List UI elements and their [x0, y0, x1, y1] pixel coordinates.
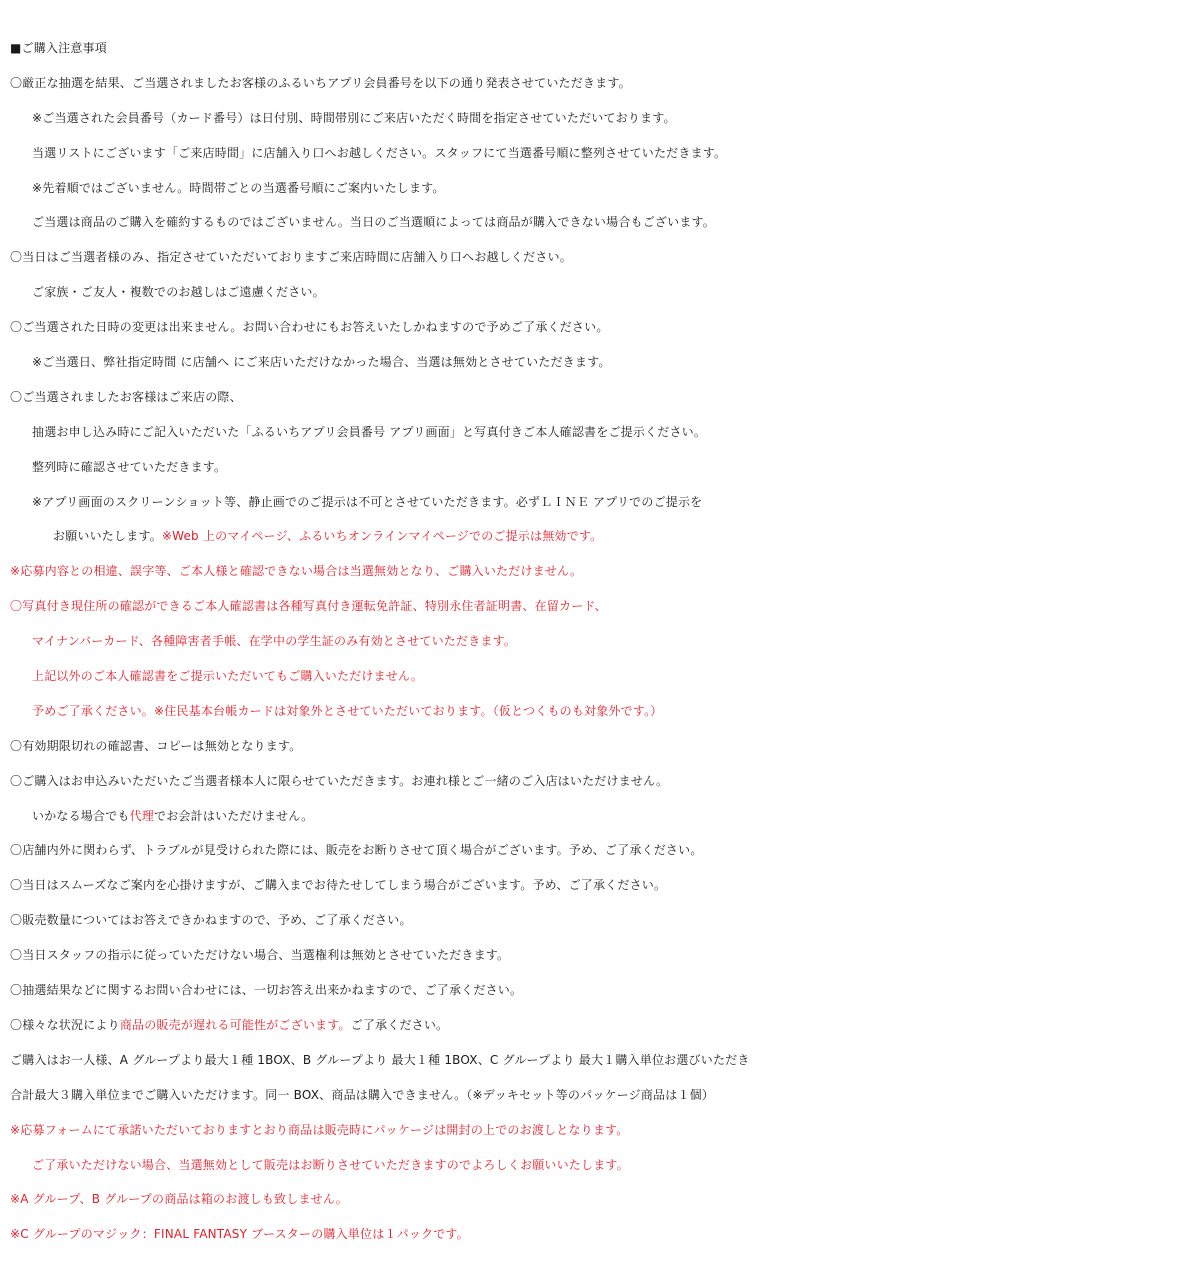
notice-text-segment: 抽選お申し込み時にご記入いただいた「ふるいちアプリ会員番号 アプリ画面」と写真付きご本人確認書をご提示ください。 — [32, 424, 707, 439]
notice-line — [0, 1043, 1190, 1078]
notice-line — [0, 240, 1190, 275]
notice-text-segment: ご了承いただけない場合、当選無効として販売はお断りさせていただきますのでよろしくお願いいたします。 — [32, 1157, 629, 1172]
notice-line — [0, 380, 1190, 415]
notice-line — [0, 938, 1190, 973]
notice-text-segment: 商品の販売が遅れる可能性がございます。 — [119, 1017, 351, 1032]
notice-line — [0, 31, 1190, 66]
notice-line — [0, 833, 1190, 868]
notice-text-segment: 上記以外のご本人確認書をご提示いただいてもご購入いただけません。 — [32, 669, 424, 684]
notice-text-segment: いかなる場合でも — [32, 808, 130, 823]
notice-text-segment: 〇ご当選されましたお客様はご来店の際、 — [10, 389, 242, 404]
notice-text-segment: ※応募内容との相違、誤字等、ご本人様と確認できない場合は当選無効となり、ご購入いただけません。 — [10, 564, 583, 579]
notice-line — [0, 624, 1190, 659]
notice-text-segment: ※ご当選された会員番号（カード番号）は日付別、時間帯別にご来店いただく時間を指定させていただいております。 — [32, 110, 676, 125]
notice-text-segment: お願いいたします。 — [53, 529, 162, 544]
notice-text-segment: 〇ご当選された日時の変更は出来ません。お問い合わせにもお答えいたしかねますので予めご了承ください。 — [10, 320, 609, 335]
notice-text-segment: 当選リストにございます「ご来店時間」に店舗入り口へお越しください。スタッフにて当選番号順に整列させていただきます。 — [32, 145, 727, 160]
notice-text-segment: ※ご当選日、弊社指定時間 に店舗へ にご来店いただけなかった場合、当選は無効とさせていただきます。 — [32, 355, 611, 370]
notice-text-segment: 〇当日はスムーズなご案内を心掛けますが、ご購入までお待たせしてしまう場合がございます。予め、ご了承ください。 — [10, 878, 667, 893]
notice-line — [0, 729, 1190, 764]
notice-line — [0, 205, 1190, 240]
notice-line — [0, 694, 1190, 729]
notice-line — [0, 136, 1190, 171]
notice-line — [0, 1217, 1190, 1252]
notice-line — [0, 415, 1190, 450]
notice-text-segment: 〇有効期限切れの確認書、コピーは無効となります。 — [10, 738, 302, 753]
notice-line — [0, 1113, 1190, 1148]
notice-line — [0, 799, 1190, 834]
notice-line — [0, 1148, 1190, 1183]
notice-text-segment: 〇厳正な抽選を結果、ご当選されましたお客様のふるいちアプリ会員番号を以下の通り発表させていただきます。 — [10, 75, 631, 90]
notice-line — [0, 1078, 1190, 1113]
notice-line — [0, 310, 1190, 345]
notice-text-segment: マイナンバーカード、各種障害者手帳、在学中の学生証のみ有効とさせていただきます。 — [32, 634, 517, 649]
notice-text-segment: ※アプリ画面のスクリーンショット等、静止画でのご提示は不可とさせていただきます。必ずＬＩＮＥ アプリでのご提示を — [32, 494, 703, 509]
notice-text-segment: 整列時に確認させていただきます。 — [32, 459, 227, 474]
notice-text-segment: 代理 — [129, 808, 155, 823]
notice-text-segment: ご購入はお一人様、A グループより最大１種 1BOX、B グループより 最大１種 1BOX、C グループより 最大１購入単位お選びいただき — [10, 1052, 750, 1067]
notice-line — [0, 1008, 1190, 1043]
notice-line — [0, 519, 1190, 554]
notice-text-segment: ※C グループのマジック：FINAL FANTASY ブースターの購入単位は１パックです。 — [10, 1227, 469, 1242]
notice-line — [0, 659, 1190, 694]
notice-text-segment: ご当選は商品のご購入を確約するものではございません。当日のご当選順によっては商品が購入できない場合もございます。 — [32, 215, 715, 230]
notice-text-segment: ご了承ください。 — [350, 1017, 449, 1032]
notice-text-segment: 〇ご購入はお申込みいただいたご当選者様本人に限らせていただきます。お連れ様とご一緒のご入店はいただけません。 — [10, 773, 669, 788]
notice-line — [0, 589, 1190, 624]
notice-text-segment: 〇様々な状況により — [10, 1017, 120, 1032]
notice-line — [0, 101, 1190, 136]
notice-text-segment: 〇当日スタッフの指示に従っていただけない場合、当選権利は無効とさせていただきます。 — [10, 948, 510, 963]
notice-line — [0, 171, 1190, 206]
notice-text-segment: ※A グループ、B グループの商品は箱のお渡しも致しません。 — [10, 1192, 348, 1207]
notice-line — [0, 66, 1190, 101]
notice-text-segment: 〇抽選結果などに関するお問い合わせには、一切お答え出来かねますので、ご了承ください。 — [10, 983, 523, 998]
notice-text-segment: ■ご購入注意事項 — [10, 41, 107, 55]
notice-text-segment: 〇店舗内外に関わらず、トラブルが見受けられた際には、販売をお断りさせて頂く場合がございます。予め、ご了承ください。 — [10, 843, 703, 858]
notice-text-segment: 〇当日はご当選者様のみ、指定させていただいておりますご来店時間に店舗入り口へお越しください。 — [10, 250, 572, 265]
notice-text-segment: ※応募フォームにて承諾いただいておりますとおり商品は販売時にパッケージは開封の上でのお渡しとなります。 — [10, 1122, 629, 1137]
notice-text-segment: ご家族・ご友人・複数でのお越しはご遠慮ください。 — [32, 285, 325, 300]
notice-line — [0, 973, 1190, 1008]
notice-text-segment: 合計最大３購入単位までご購入いただけます。同一 BOX、商品は購入できません。（※デッキセット等のパッケージ商品は１個） — [10, 1087, 715, 1102]
notice-line — [0, 554, 1190, 589]
notice-line — [0, 903, 1190, 938]
notice-text-segment: 予めご了承ください。※住民基本台帳カードは対象外とさせていただいております。（仮とつくものも対象外です。） — [32, 703, 663, 718]
notice-line — [0, 450, 1190, 485]
notice-line — [0, 345, 1190, 380]
notice-line — [0, 1182, 1190, 1217]
notice-line — [0, 485, 1190, 520]
notice-text-segment: ※Web 上のマイページ、ふるいちオンラインマイページでのご提示は無効です。 — [161, 529, 603, 544]
notice-text-segment: ※先着順ではございません。時間帯ごとの当選番号順にご案内いたします。 — [32, 180, 445, 195]
notice-text-segment: でお会計はいただけません。 — [154, 808, 314, 823]
notice-text-segment: 〇写真付き現住所の確認ができるご本人確認書は各種写真付き運転免許証、特別永住者証明書、在留カード、 — [10, 599, 607, 614]
notice-text-segment: 〇販売数量についてはお答えできかねますので、予め、ご了承ください。 — [10, 913, 412, 928]
notice-line — [0, 868, 1190, 903]
notice-line — [0, 275, 1190, 310]
notice-line — [0, 764, 1190, 799]
